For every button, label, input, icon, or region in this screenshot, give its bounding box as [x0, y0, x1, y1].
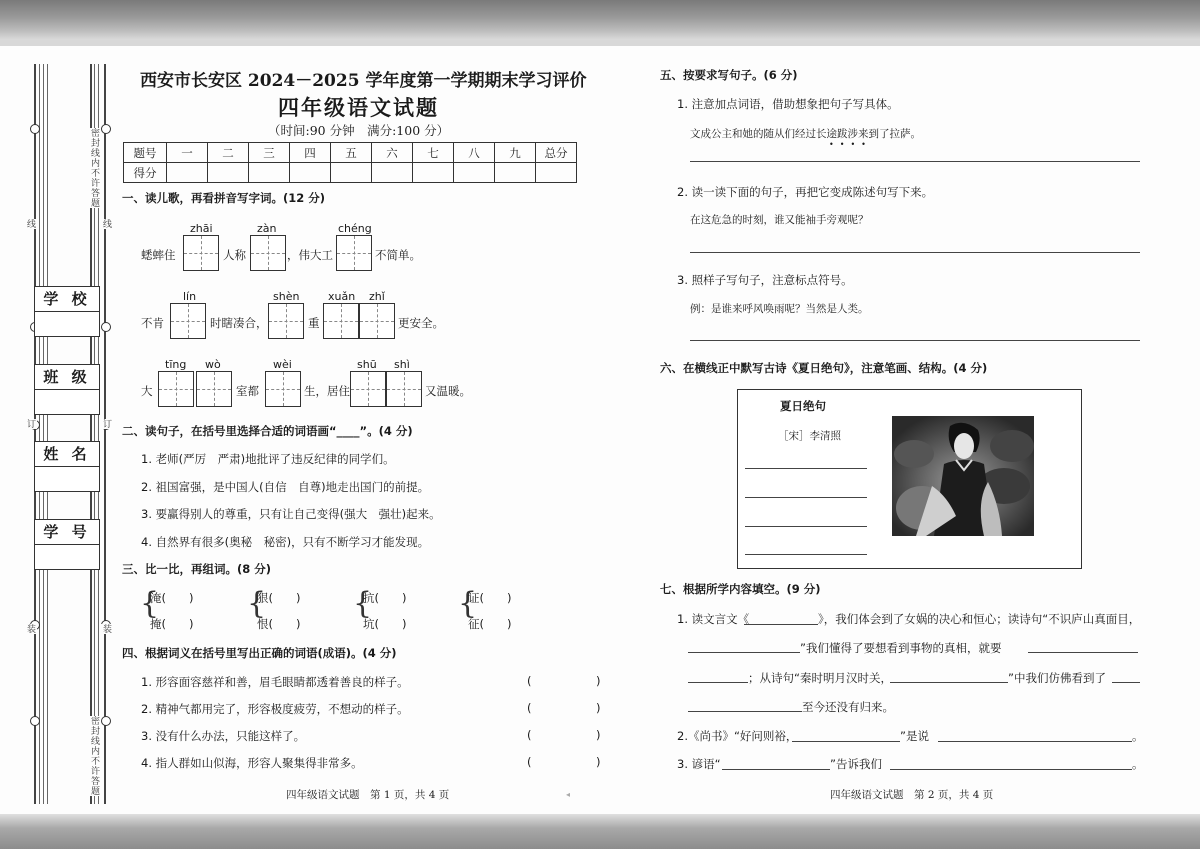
compare-word[interactable]: 狠( )	[257, 591, 301, 605]
fill-blank[interactable]	[722, 769, 830, 770]
fill-blank[interactable]	[688, 652, 800, 653]
answer-paren-close: )	[596, 755, 601, 769]
fill-text: ”告诉我们	[830, 757, 882, 771]
score-cell: 三	[249, 143, 290, 163]
rhyme-text: 蟋蟀住	[141, 248, 176, 262]
pinyin: chéng	[338, 222, 372, 235]
mark-bind: 订	[25, 419, 35, 429]
name-label: 姓 名	[35, 442, 99, 467]
class-field	[34, 364, 100, 415]
rhyme-text: 更安全。	[398, 316, 444, 330]
brace-icon: {	[247, 586, 267, 621]
mark-fold: 装	[101, 624, 111, 634]
emphasis-dots: ••••	[829, 140, 872, 149]
score-cell: 六	[372, 143, 413, 163]
score-blank[interactable]	[290, 163, 331, 183]
pinyin: shèn	[273, 290, 300, 303]
word-choice-item[interactable]: 1. 老师(严厉 严肃)地批评了违反纪律的同学们。	[141, 452, 395, 466]
score-cell: 九	[495, 143, 536, 163]
binding-line	[104, 64, 106, 804]
fill-text: 3. 谚语“	[677, 757, 721, 771]
poem-line[interactable]	[745, 526, 867, 527]
character-box[interactable]	[336, 235, 372, 271]
rhyme-text: 不肯	[141, 316, 164, 330]
pinyin: zàn	[257, 222, 277, 235]
binding-line	[47, 64, 48, 804]
answer-line[interactable]	[690, 252, 1140, 253]
compare-word[interactable]: 证( )	[468, 591, 512, 605]
answer-line[interactable]	[690, 161, 1140, 162]
sentence-task: 2. 读一读下面的句子，再把它变成陈述句写下来。	[677, 185, 934, 199]
section5-heading: 五、按要求写句子。(6 分)	[660, 68, 798, 82]
center-fold-mark: ◂	[566, 790, 571, 799]
score-blank[interactable]	[454, 163, 495, 183]
fill-text: ；从诗句“秦时明月汉时关，	[748, 671, 892, 685]
binding-line	[43, 64, 44, 804]
poem-line[interactable]	[745, 554, 867, 555]
fill-blank[interactable]	[688, 682, 748, 683]
mark-fold: 装	[25, 624, 35, 634]
score-cell: 一	[167, 143, 208, 163]
sentence-source: 文成公主和她的随从们经过长途跋涉来到了拉萨。	[690, 128, 921, 140]
brace-icon: {	[353, 586, 373, 621]
score-table	[123, 142, 577, 183]
answer-paren-open[interactable]: (	[527, 728, 532, 742]
score-blank[interactable]	[208, 163, 249, 183]
answer-paren-close: )	[596, 728, 601, 742]
brace-icon: {	[458, 586, 478, 621]
poem-author: ［宋］李清照	[778, 430, 841, 442]
answer-paren-open[interactable]: (	[527, 674, 532, 688]
idiom-definition: 4. 指人群如山似海，形容人聚集得非常多。	[141, 756, 363, 770]
sentence-source: 在这危急的时刻，谁又能袖手旁观呢？	[690, 214, 869, 226]
compare-word[interactable]: 掩( )	[150, 617, 194, 631]
binding-hole	[30, 716, 40, 726]
score-cell: 四	[290, 143, 331, 163]
word-choice-item[interactable]: 4. 自然界有很多(奥秘 秘密)，只有不断学习才能发现。	[141, 535, 430, 549]
answer-paren-close: )	[596, 674, 601, 688]
exam-region-title: 西安市长安区 2024－2025 学年度第一学期期末学习评价	[140, 71, 587, 91]
pinyin: wò	[205, 358, 221, 371]
score-cell: 题号	[124, 143, 167, 163]
score-blank[interactable]	[167, 163, 208, 183]
rhyme-text: 人称	[223, 248, 246, 262]
poem-title: 夏日绝句	[780, 399, 826, 413]
fill-blank[interactable]	[1112, 682, 1140, 683]
character-box[interactable]	[386, 371, 422, 407]
answer-line[interactable]	[690, 340, 1140, 341]
binding-line	[39, 64, 40, 804]
binding-line	[34, 64, 36, 804]
score-blank[interactable]	[372, 163, 413, 183]
section2-heading: 二、读句子，在括号里选择合适的词语画“____”。(4 分)	[122, 424, 413, 438]
idiom-definition: 2. 精神气都用完了，形容极度疲劳，不想动的样子。	[141, 702, 409, 716]
poet-portrait	[892, 416, 1034, 536]
seal-notice: 密封线内不许答题	[89, 128, 99, 208]
mark-line: 线	[25, 219, 35, 229]
fill-blank[interactable]	[890, 682, 1008, 683]
rhyme-text: ，伟大工	[287, 248, 333, 262]
page-footer-right: 四年级语文试题 第 2 页，共 4 页	[830, 789, 994, 801]
pinyin: lín	[183, 290, 197, 303]
sentence-task: 1. 注意加点词语，借助想象把句子写具体。	[677, 97, 899, 111]
sentence-example: 例：是谁来呼风唤雨呢？当然是人类。	[690, 303, 869, 315]
pinyin: tīng	[165, 358, 187, 371]
scan-top-edge	[0, 0, 1200, 44]
fill-text: 。	[1132, 729, 1144, 743]
student-id-input[interactable]	[35, 545, 99, 569]
fill-text: ”中我们仿佛看到了	[1008, 671, 1106, 685]
section3-heading: 三、比一比，再组词。(8 分)	[122, 562, 272, 576]
pinyin: wèi	[273, 358, 292, 371]
class-label: 班 级	[35, 365, 99, 390]
name-input[interactable]	[35, 467, 99, 491]
school-input[interactable]	[35, 312, 99, 336]
fill-text: ”是说	[900, 729, 929, 743]
fill-blank[interactable]	[1028, 652, 1138, 653]
character-box[interactable]	[265, 371, 301, 407]
rhyme-text: 生，居住	[304, 384, 350, 398]
character-box[interactable]	[350, 371, 386, 407]
compare-word[interactable]: 恨( )	[257, 617, 301, 631]
character-box[interactable]	[183, 235, 219, 271]
fill-text: 2.《尚书》“好问则裕，	[677, 729, 798, 743]
rhyme-text: 又温暖。	[425, 384, 471, 398]
pinyin: shì	[394, 358, 410, 371]
exam-time-score: （时间:90 分钟 满分:100 分）	[268, 123, 450, 138]
seal-notice: 密封线内不许答题	[89, 716, 99, 796]
scan-bottom-edge	[0, 814, 1200, 849]
fill-text: 。	[1132, 757, 1144, 771]
character-box[interactable]	[250, 235, 286, 271]
score-blank[interactable]	[536, 163, 577, 183]
fill-blank[interactable]	[938, 741, 1132, 742]
score-cell: 二	[208, 143, 249, 163]
compare-word[interactable]: 淹( )	[150, 591, 194, 605]
fill-text: ”我们懂得了要想看到事物的真相，就要	[800, 641, 1002, 655]
fill-blank[interactable]	[792, 741, 900, 742]
fill-blank[interactable]	[688, 711, 802, 712]
score-blank[interactable]	[495, 163, 536, 183]
section7-heading: 七、根据所学内容填空。(9 分)	[660, 582, 821, 596]
score-table-score-row	[124, 163, 577, 183]
exam-title: 四年级语文试题	[278, 95, 439, 120]
idiom-definition: 3. 没有什么办法，只能这样了。	[141, 729, 306, 743]
poem-line[interactable]	[745, 468, 867, 469]
pinyin: zhǐ	[369, 290, 385, 303]
fill-blank[interactable]	[744, 624, 818, 625]
compare-word[interactable]: 坑( )	[363, 617, 407, 631]
score-blank[interactable]	[249, 163, 290, 183]
answer-paren-open[interactable]: (	[527, 755, 532, 769]
rhyme-text: 室都	[236, 384, 259, 398]
fill-text: 至今还没有归来。	[802, 700, 894, 714]
score-cell: 七	[413, 143, 454, 163]
section1-heading: 一、读儿歌，再看拼音写字词。(12 分)	[122, 191, 326, 205]
poem-line[interactable]	[745, 497, 867, 498]
pinyin: zhāi	[190, 222, 213, 235]
binding-hole	[30, 124, 40, 134]
school-field	[34, 286, 100, 337]
compare-word[interactable]: 征( )	[468, 617, 512, 631]
answer-paren-open[interactable]: (	[527, 701, 532, 715]
section4-heading: 四、根据词义在括号里写出正确的词语(成语)。(4 分)	[122, 646, 397, 660]
fill-text: 1. 读文言文《	[677, 612, 750, 626]
score-row-label: 得分	[124, 163, 167, 183]
fill-text: 》，我们体会到了女娲的决心和恒心；读诗句“不识庐山真面目，	[818, 612, 1141, 626]
score-cell: 八	[454, 143, 495, 163]
student-id-label: 学 号	[35, 520, 99, 545]
poet-portrait-icon	[892, 416, 1034, 536]
answer-paren-close: )	[596, 701, 601, 715]
mark-line: 线	[101, 219, 111, 229]
character-box[interactable]	[170, 303, 206, 339]
score-cell: 总分	[536, 143, 577, 163]
idiom-definition: 1. 形容面容慈祥和善，眉毛眼睛都透着善良的样子。	[141, 675, 409, 689]
character-box[interactable]	[196, 371, 232, 407]
binding-hole	[101, 322, 111, 332]
character-box[interactable]	[359, 303, 395, 339]
fill-blank[interactable]	[890, 769, 1132, 770]
rhyme-text: 大	[141, 384, 153, 398]
name-field	[34, 441, 100, 492]
binding-strip	[18, 64, 113, 804]
character-box[interactable]	[268, 303, 304, 339]
score-blank[interactable]	[413, 163, 454, 183]
school-label: 学 校	[35, 287, 99, 312]
mark-bind: 订	[101, 419, 111, 429]
binding-hole	[101, 124, 111, 134]
pinyin: shū	[357, 358, 377, 371]
score-blank[interactable]	[331, 163, 372, 183]
class-input[interactable]	[35, 390, 99, 414]
rhyme-text: 时瞎凑合，	[210, 316, 268, 330]
binding-hole	[101, 716, 111, 726]
word-choice-item[interactable]: 3. 要赢得别人的尊重，只有让自己变得(强大 强壮)起来。	[141, 507, 441, 521]
score-table-header-row	[124, 143, 577, 163]
pinyin: xuǎn	[328, 290, 356, 303]
page-footer-left: 四年级语文试题 第 1 页，共 4 页	[286, 789, 450, 801]
brace-icon: {	[140, 586, 160, 621]
rhyme-text: 重	[308, 316, 320, 330]
character-box[interactable]	[323, 303, 359, 339]
rhyme-text: 不简单。	[375, 248, 421, 262]
compare-word[interactable]: 抗( )	[363, 591, 407, 605]
section6-heading: 六、在横线正中默写古诗《夏日绝句》，注意笔画、结构。(4 分)	[660, 361, 988, 375]
score-cell: 五	[331, 143, 372, 163]
character-box[interactable]	[158, 371, 194, 407]
word-choice-item[interactable]: 2. 祖国富强，是中国人(自信 自尊)地走出国门的前提。	[141, 480, 430, 494]
student-id-field	[34, 519, 100, 570]
sentence-task: 3. 照样子写句子，注意标点符号。	[677, 273, 853, 287]
